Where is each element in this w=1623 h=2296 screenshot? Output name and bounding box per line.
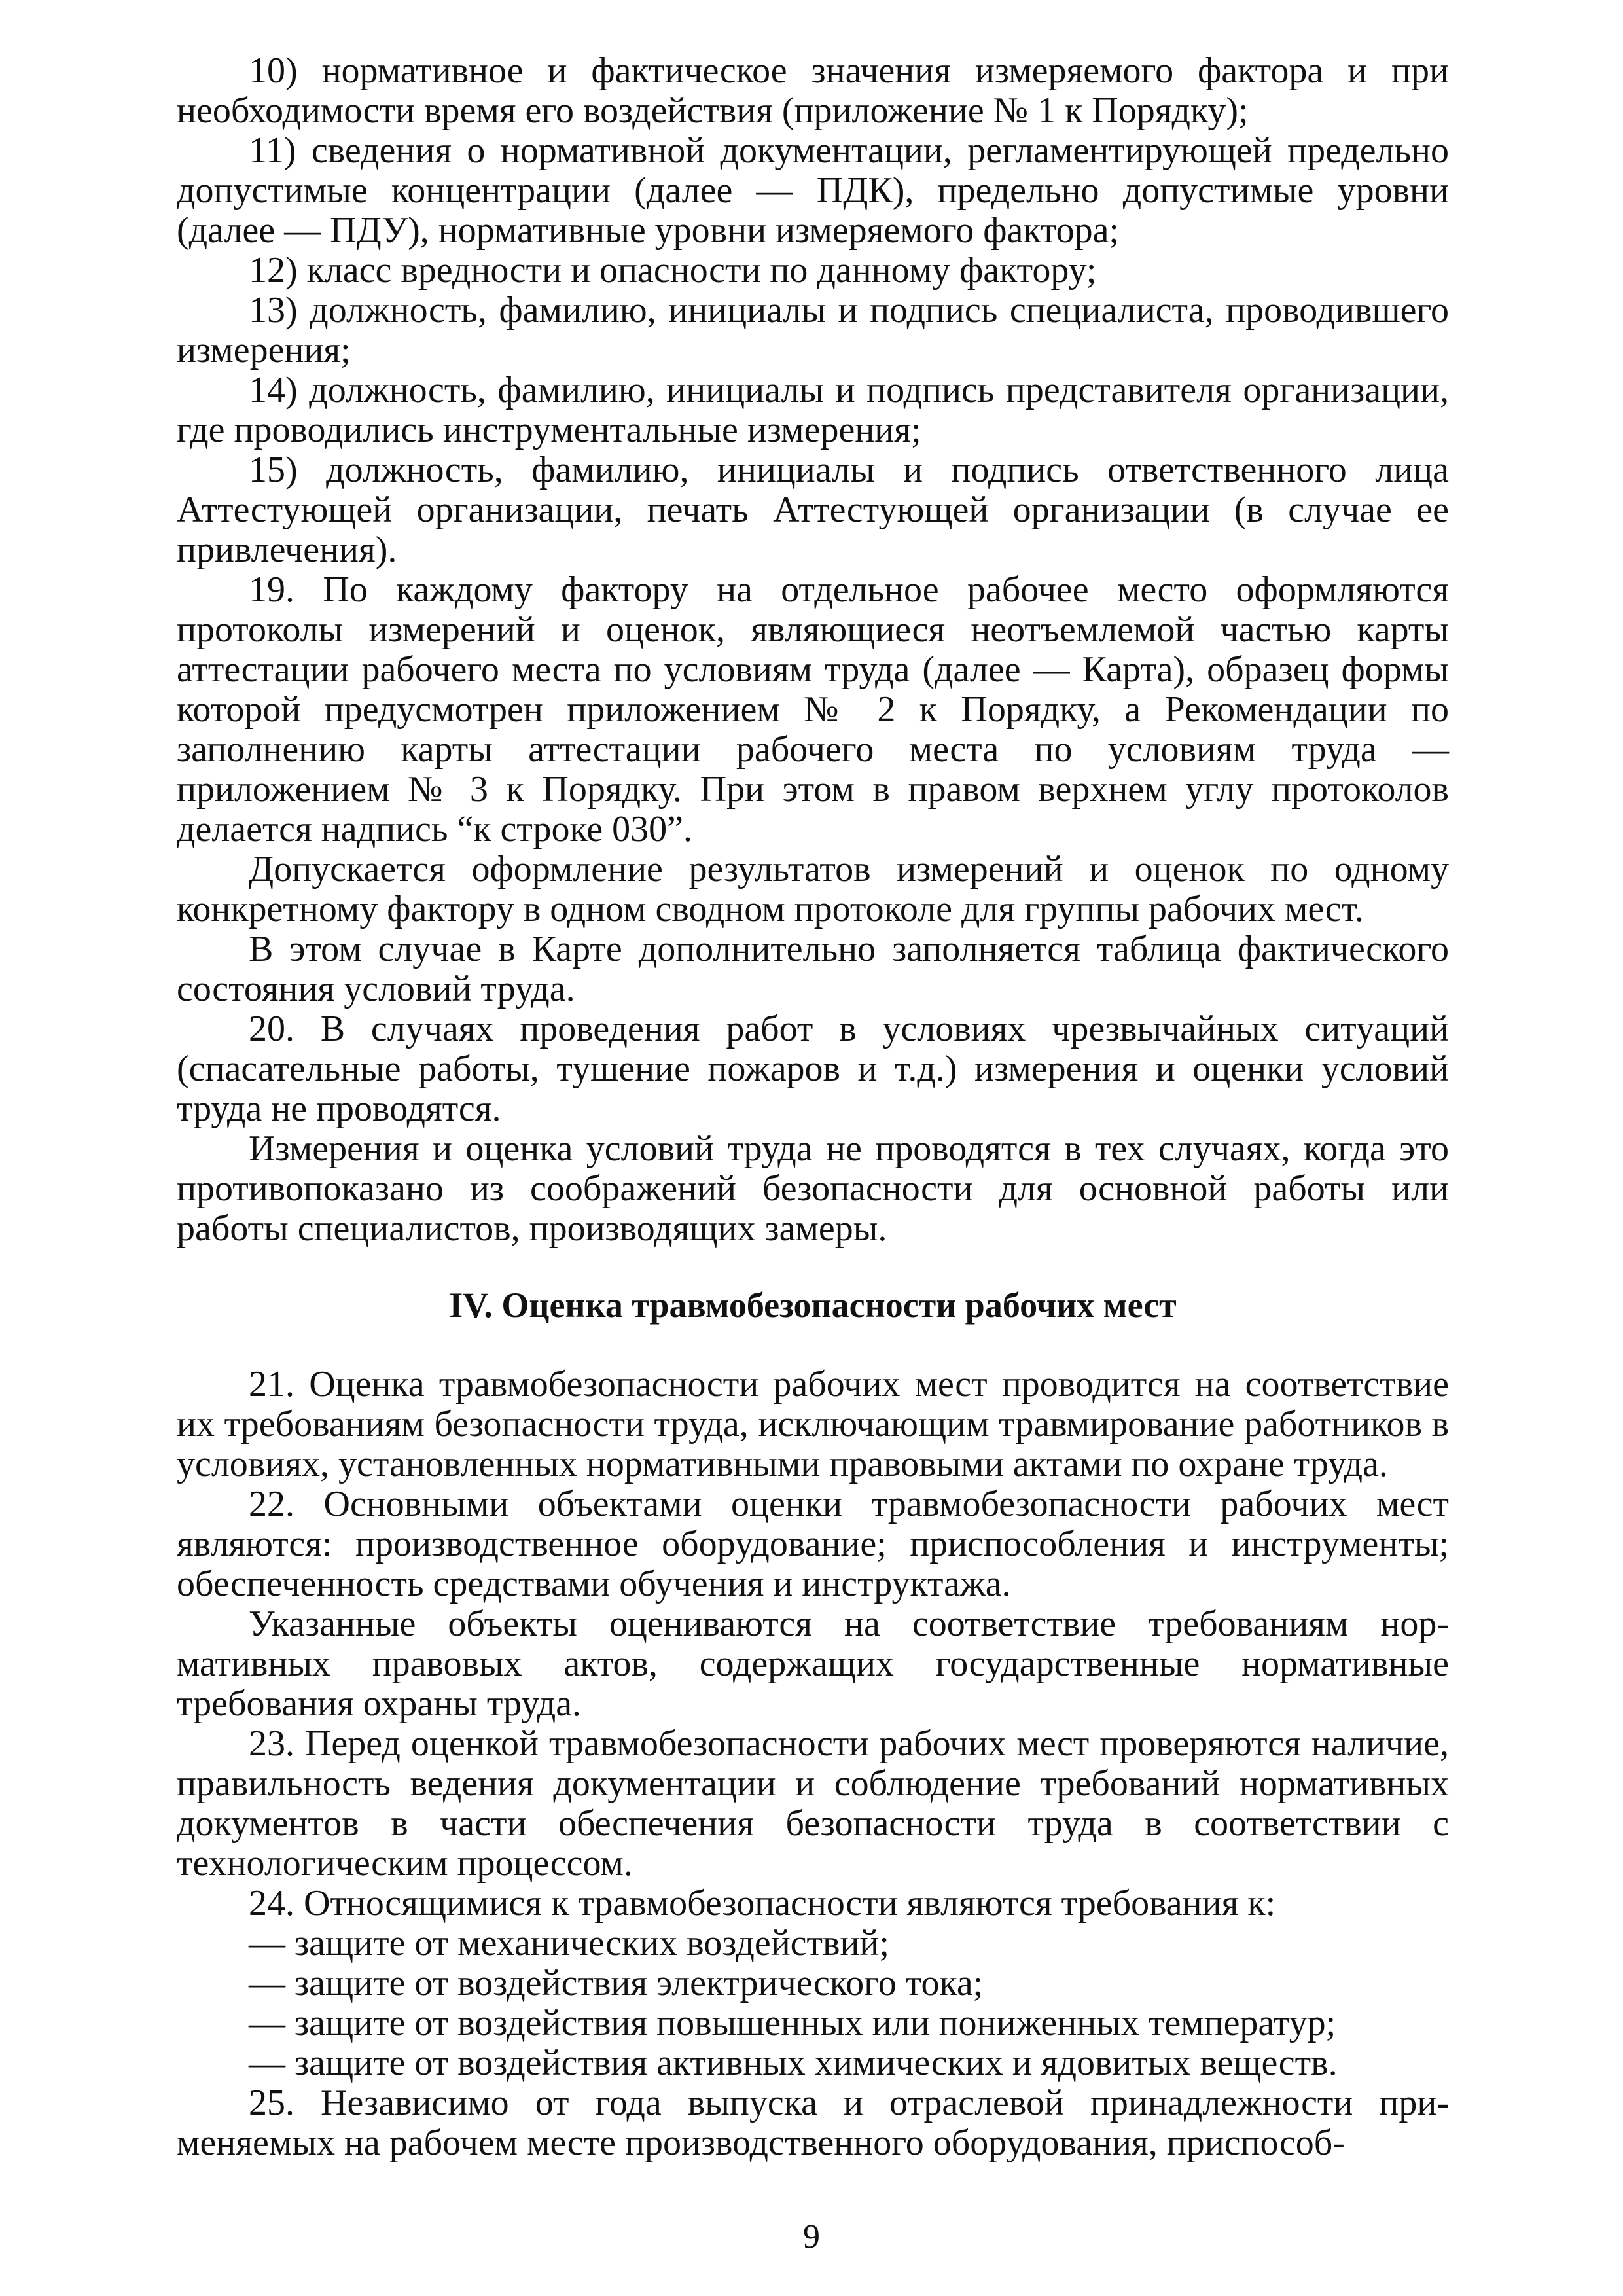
- document-page: [177, 51, 1449, 2163]
- paragraph-item-12: 12) класс вредности и опасности по данному фактору;: [249, 250, 1097, 291]
- paragraph-22-objects: Указанные объекты оцениваются на соответствие требованиям нормативных правовых актов, содержащих государственные нормативные требования охраны труда.: [177, 1604, 1449, 1724]
- paragraph-21: 21. Оценка травмобезопасности рабочих мест проводится на соответствие их требованиям безопасности труда, исключающим травмирование работников в условиях, установленных нормативными правовыми актами по охране труда.: [177, 1364, 1449, 1484]
- paragraph-19: 19. По каждому фактору на отдельное рабочее место оформляются протоколы измерений и оценок, являющиеся неотъемлемой частью карты аттестации рабочего места по условиям труда (далее — Карта), образец формы которой предусмотрен приложением № 2 к Порядку, а Рекомендации по заполнению карты аттестации рабочего места по условиям труда — приложением № 3 к Порядку. При этом в правом верхнем углу протоколов делается надпись “к строке 030”.: [177, 569, 1449, 850]
- paragraph-20: 20. В случаях проведения работ в условиях чрезвычайных ситуаций (спасательные работы, тушение пожаров и т.д.) измерения и оценки условий труда не проводятся.: [177, 1009, 1449, 1129]
- paragraph-25: 25. Независимо от года выпуска и отраслевой принадлежности применяемых на рабочем месте производственного оборудования, приспособ-: [177, 2083, 1449, 2163]
- paragraph-20-exception: Измерения и оценка условий труда не проводятся в тех случаях, когда это противопоказано из соображений безопасности для основной работы или работы специалистов, производящих замеры.: [177, 1128, 1449, 1249]
- paragraph-item-10: 10) нормативное и фактическое значения измеряемого фактора и при необходимости время его воздействия (приложение № 1 к Порядку);: [177, 50, 1449, 131]
- dash-list-item: — защите от воздействия повышенных или пониженных температур;: [249, 2003, 1336, 2043]
- paragraph-19-summary-protocol: Допускается оформление результатов измерений и оценок по одному конкретному фактору в одном сводном протоколе для группы рабочих мест.: [177, 849, 1449, 929]
- page-number: 9: [803, 2218, 820, 2255]
- dash-list-item: — защите от воздействия электрического тока;: [249, 1963, 984, 2003]
- paragraph-19-card-table: В этом случае в Карте дополнительно заполняется таблица фактического состояния условий труда.: [177, 929, 1449, 1009]
- paragraph-23: 23. Перед оценкой травмобезопасности рабочих мест проверяются наличие, правильность ведения документации и соблюдение требований нормативных документов в части обеспечения безопасности труда в соответствии с технологическим процессом.: [177, 1723, 1449, 1884]
- section-heading: IV. Оценка травмобезопасности рабочих мест: [449, 1285, 1177, 1325]
- paragraph-22: 22. Основными объектами оценки травмобезопасности рабочих мест являются: производственное оборудование; приспособления и инструменты; обеспеченность средствами обучения и инструктажа.: [177, 1484, 1449, 1604]
- paragraph-item-11: 11) сведения о нормативной документации, регламентирующей предельно допустимые концентрации (далее — ПДК), предельно допустимые уровни (далее — ПДУ), нормативные уровни измеряемого фактора;: [177, 130, 1449, 251]
- paragraph-item-15: 15) должность, фамилию, инициалы и подпись ответственного лица Аттестующей организации, печать Аттестующей организации (в случае ее привлечения).: [177, 450, 1449, 570]
- paragraph-item-13: 13) должность, фамилию, инициалы и подпись специалиста, проводившего измерения;: [177, 290, 1449, 370]
- paragraph-item-14: 14) должность, фамилию, инициалы и подпись представителя организации, где проводились инструментальные измерения;: [177, 370, 1449, 450]
- dash-list-item: — защите от механических воздействий;: [249, 1923, 889, 1964]
- paragraph-24: 24. Относящимися к травмобезопасности являются требования к:: [249, 1883, 1276, 1924]
- dash-list-item: — защите от воздействия активных химических и ядовитых веществ.: [249, 2043, 1338, 2083]
